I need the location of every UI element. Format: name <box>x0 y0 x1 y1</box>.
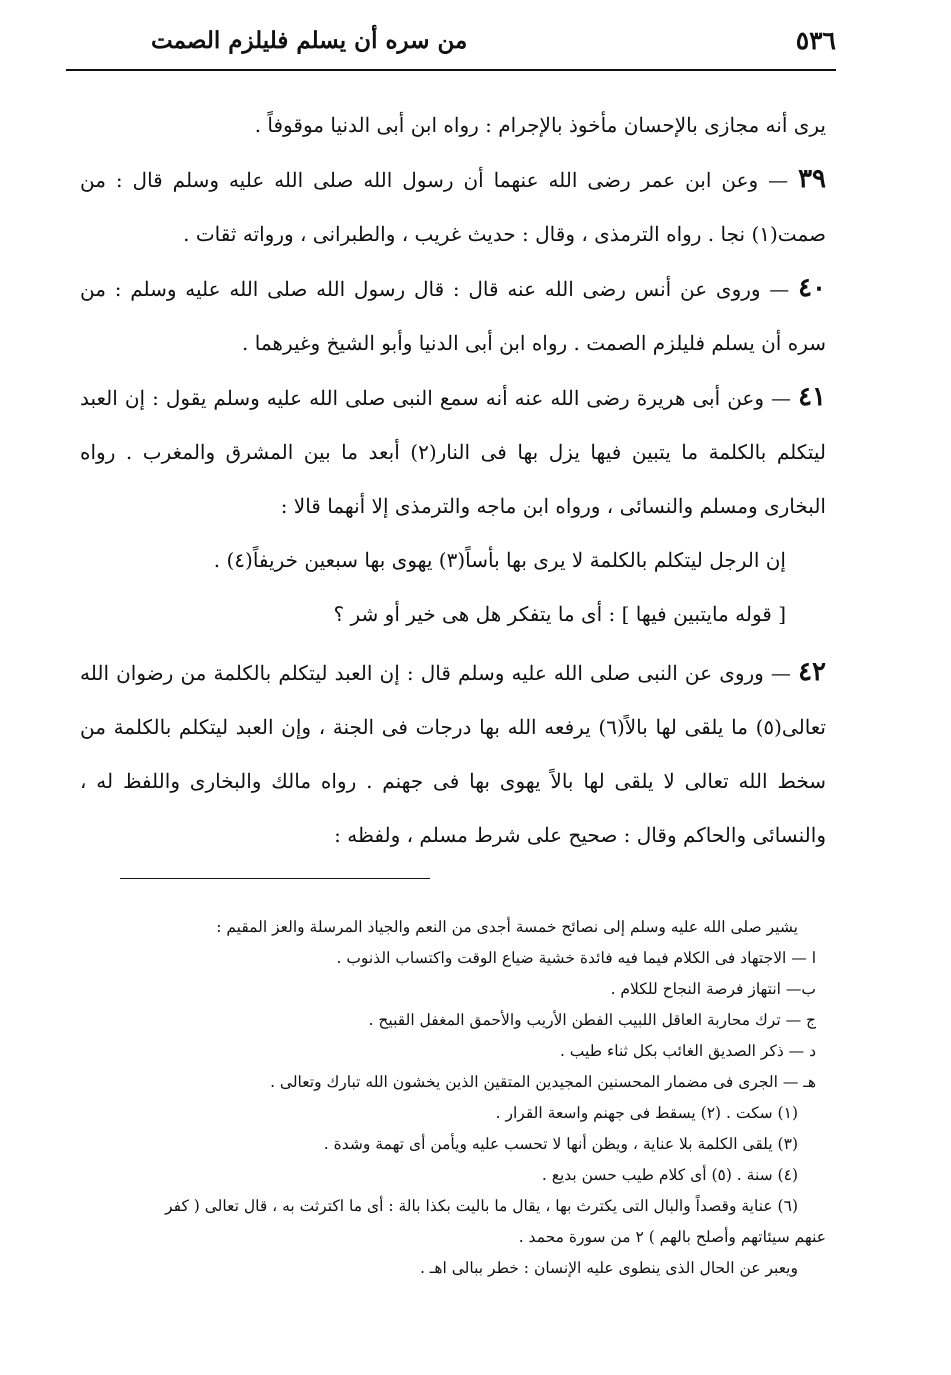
footnote-6-continued: عنهم سيئاتهم وأصلح بالهم ) ٢ من سورة محمد . <box>518 1228 826 1246</box>
footnotes <box>80 912 826 1284</box>
hadith-42 <box>80 645 826 862</box>
hadith-number-39: ٣٩ <box>798 164 826 194</box>
page-number: ٥٣٦ <box>795 25 836 55</box>
hadith-42-text: — وروى عن النبى صلى الله عليه وسلم قال : إن العبد ليتكلم بالكلمة من رضوان الله تعالى(٥) ما يلقى لها بالاً(٦) يرفعه الله بها درجات فى الجنة ، وإن العبد ليتكلم بالكلمة من سخط الله تعالى لا يلقى لها بالاً يهوى بها فى جهنم . رواه مالك والبخارى واللفظ له ، والنسائى والحاكم وقال : صحيح على شرط مسلم ، ولفظه : <box>80 661 826 847</box>
hadith-40-text: — وروى عن أنس رضى الله عنه قال : قال رسول الله صلى الله عليه وسلم : من سره أن يسلم فليلزم الصمت . رواه ابن أبى الدنيا وأبو الشيخ وغيرهما . <box>80 277 826 355</box>
paragraph-continuation: يرى أنه مجازى بالإحسان مأخوذ بالإجرام : رواه ابن أبى الدنيا موقوفاً . <box>254 113 826 137</box>
footnote-intro: يشير صلى الله عليه وسلم إلى نصائح خمسة أجدى من النعم والجياد المرسلة والعز المقيم : <box>216 918 798 936</box>
footnote-4-5: (٤) سنة . (٥) أى كلام طيب حسن بديع . <box>541 1166 798 1184</box>
hadith-41-quote: إن الرجل ليتكلم بالكلمة لا يرى بها بأساً(٣) يهوى بها سبعين خريفاً(٤) . <box>213 548 786 572</box>
main-text <box>80 98 826 862</box>
running-title: من سره أن يسلم فليلزم الصمت <box>151 26 468 54</box>
footnote-6-end: ويعبر عن الحال الذى ينطوى عليه الإنسان : خطر ببالى اهـ . <box>419 1259 798 1277</box>
hadith-number-42: ٤٢ <box>798 657 826 687</box>
hadith-40 <box>80 261 826 370</box>
header-rule <box>66 69 836 71</box>
footnote-rule <box>120 878 430 879</box>
hadith-number-41: ٤١ <box>798 382 827 412</box>
hadith-41 <box>80 370 826 533</box>
footnote-item-c: ج — ترك محاربة العاقل اللبيب الفطن الأريب والأحمق المغفل القبيح . <box>368 1011 816 1029</box>
hadith-41-gloss: [ قوله مايتبين فيها ] : أى ما يتفكر هل هى خير أو شر ؟ <box>333 602 786 626</box>
footnote-item-b: ب— انتهاز فرصة النجاح للكلام . <box>610 980 816 998</box>
footnote-6: (٦) عناية وقصداً والبال التى يكترث بها ، يقال ما باليت بكذا بالة : أى ما اكترثت به ، قال تعالى ( كفر <box>165 1197 798 1215</box>
hadith-number-40: ٤٠ <box>798 273 827 303</box>
footnote-1-2: (١) سكت . (٢) يسقط فى جهنم واسعة القرار . <box>495 1104 798 1122</box>
footnote-item-d: د — ذكر الصديق الغائب بكل ثناء طيب . <box>559 1042 816 1060</box>
page-header <box>66 20 836 60</box>
footnote-item-a: ا — الاجتهاد فى الكلام فيما فيه فائدة خشية ضياع الوقت واكتساب الذنوب . <box>336 949 816 967</box>
hadith-39-text: — وعن ابن عمر رضى الله عنهما أن رسول الله صلى الله عليه وسلم قال : من صمت(١) نجا . رواه الترمذى ، وقال : حديث غريب ، والطبرانى ، ورواته ثقات . <box>80 168 826 246</box>
hadith-41-text: — وعن أبى هريرة رضى الله عنه أنه سمع النبى صلى الله عليه وسلم يقول : إن العبد ليتكلم بالكلمة ما يتبين فيها يزل بها فى النار(٢) أبعد ما بين المشرق والمغرب . رواه البخارى ومسلم والنسائى ، ورواه ابن ماجه والترمذى إلا أنهما قالا : <box>80 386 826 518</box>
footnote-3: (٣) يلقى الكلمة بلا عناية ، ويظن أنها لا تحسب عليه ويأمن أى تهمة وشدة . <box>323 1135 798 1153</box>
hadith-39 <box>80 152 826 261</box>
footnote-item-e: هـ — الجرى فى مضمار المحسنين المجيدين المتقين الذين يخشون الله تبارك وتعالى . <box>270 1073 816 1091</box>
